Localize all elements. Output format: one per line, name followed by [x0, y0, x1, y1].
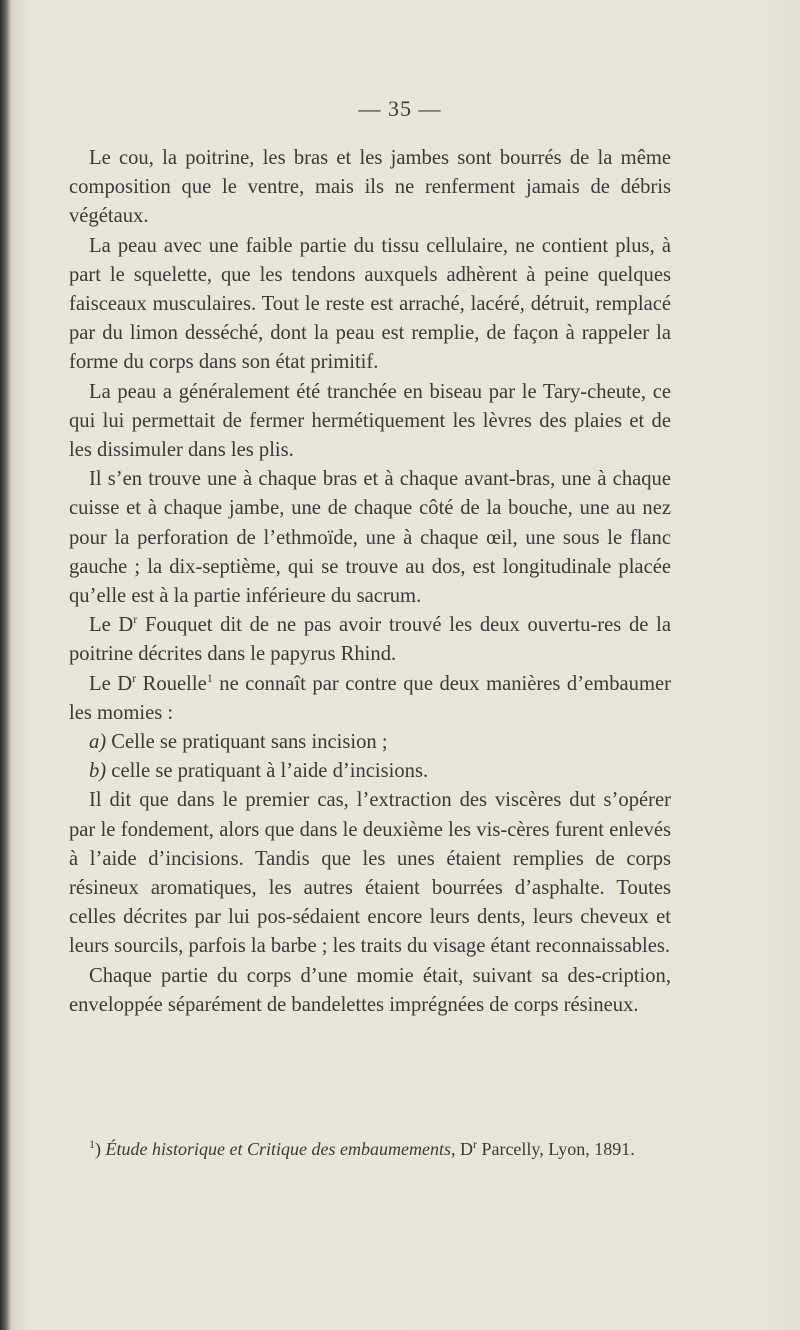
list-item: b) celle se pratiquant à l’aide d’incisions. — [89, 760, 429, 783]
body-text — [69, 144, 671, 1020]
list-item: a) Celle se pratiquant sans incision ; — [89, 731, 388, 754]
paragraph: Il dit que dans le premier cas, l’extraction des viscères dut s’opérer par le fondement, alors que dans le deuxième les vis-cères furent enlevés à l’aide d’incisions. Tandis que les unes étaient remplies de corps résineux aromatiques, les autres étaient bourrées d’asphalte. Toutes celles décrites par lui pos-sédaient encore leurs dents, leurs cheveux et leurs sourcils, parfois la barbe ; les traits du visage étant reconnaissables. — [69, 789, 671, 958]
paragraph: Le cou, la poitrine, les bras et les jambes sont bourrés de la même composition que le ventre, mais ils ne renferment jamais de débris végétaux. — [69, 147, 671, 228]
page-number: — 35 — — [358, 96, 442, 121]
paragraph-rouelle: Le $D^r$ Rouelle$^1$ ne connaît par contre que deux manières d’embaumer les momies : — [69, 670, 671, 724]
paragraph: Chaque partie du corps d’une momie était, suivant sa des-cription, enveloppée séparément de bandelettes imprégnées de corps résineux. — [69, 964, 671, 1016]
paragraph: La peau avec une faible partie du tissu cellulaire, ne contient plus, à part le squelette, que les tendons auxquels adhèrent à peine quelques faisceaux musculaires. Tout le reste est arraché, lacéré, détruit, remplacé par du limon desséché, dont la peau est remplie, de façon à rappeler la forme du corps dans son état primitif. — [69, 234, 671, 374]
footnote-reference: 1 — [206, 670, 213, 685]
paragraph-fouquet: Le $D^r$ Fouquet dit de ne pas avoir trouvé les deux ouvertu-res de la poitrine décrites dans le papyrus Rhind. — [69, 612, 671, 666]
footnote-title: Étude historique et Critique des embaumements — [105, 1139, 451, 1159]
footnote: $^1$) Étude historique et Critique des embaumements, $D^r$ Parcelly, Lyon, 1891. — [89, 1137, 635, 1159]
paragraph: La peau a généralement été tranchée en biseau par le Tary-cheute, ce qui lui permettait de fermer hermétiquement les lèvres des plaies et de les dissimuler dans les plis. — [69, 380, 671, 462]
page-binding-edge — [0, 0, 10, 1330]
paragraph: Il s’en trouve une à chaque bras et à chaque avant-bras, une à chaque cuisse et à chaque jambe, une de chaque côté de la bouche, une au nez pour la perforation de l’ethmoïde, une à chaque œil, une sous le flanc gauche ; la dix-septième, qui se trouve au dos, est longitudinale placée qu’elle est à la partie inférieure du sacrum. — [69, 468, 671, 608]
